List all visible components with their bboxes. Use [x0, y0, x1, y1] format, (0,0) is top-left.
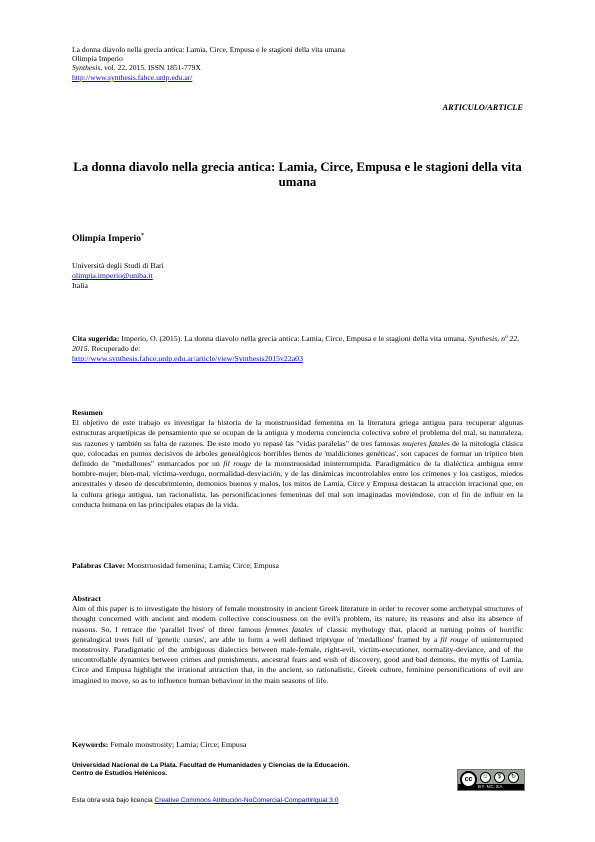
palabras-clave-label: Palabras Clave: — [72, 561, 126, 570]
abstract-em-2: fil rouge — [440, 634, 469, 644]
resumen-em-1: mujeres fatales — [402, 438, 450, 448]
citation-url-link[interactable]: http://www.synthesis.fahce.unlp.edu.ar/article/view/Synthesis2015v22a03 — [72, 354, 303, 364]
noncommercial-icon: $ — [494, 772, 505, 783]
citation-text: Imperio, O. (2015). La donna diavolo nella grecia antica: Lamia, Circe, Empusa e le stagioni della vita umana. — [119, 334, 469, 343]
university: Università degli Studi di Bari — [72, 261, 164, 270]
institution-line-2: Centro de Estudios Helénicos. — [72, 770, 168, 778]
abstract-text-1: Aim of this paper is to investigate the history of female monstrosity in ancient Greek literature in order to recover some archetypal structures of thought concerned with ancient and modern collective consciousness on the evil's problem, its nature, its reasons and also its absence of reasons. So, I retrace the 'parallel lives' of three famous — [72, 604, 523, 634]
affiliation-block — [72, 261, 164, 292]
running-header — [72, 45, 452, 82]
cc-license-text: BY NC SA — [478, 784, 503, 789]
article-title: La donna diavolo nella grecia antica: Lamia, Circe, Empusa e le stagioni della vita umana — [73, 160, 522, 189]
creative-commons-badge[interactable] — [457, 769, 525, 791]
country: Italia — [72, 281, 89, 291]
keywords-label: Keywords: — [72, 740, 109, 749]
resumen-body — [72, 418, 523, 510]
abstract-em-1: femmes fatales — [264, 624, 313, 634]
license-link[interactable]: Creative Commons Atribución-NoComercial-CompartirIgual 3.0 — [154, 797, 339, 804]
citation-label: Cita sugerida: — [72, 334, 120, 343]
header-journal-line — [72, 63, 452, 72]
abstract-heading: Abstract — [72, 594, 102, 603]
resumen-em-2: fil rouge — [223, 459, 252, 469]
sharealike-icon: ↻ — [508, 772, 519, 783]
resumen-text-2: de la mitología clásica que, colocadas en puntos decisivos de árboles genealógicos horribles llenos de 'maldiciones genéticas', son capaces de formar un tríptico bien definido de "medallones" enmarcados por un — [72, 438, 523, 469]
section-label: ARTICULO/ARTICLE — [442, 103, 523, 112]
header-journal-name: Synthesis — [72, 63, 101, 73]
palabras-clave-text: Monstruosidad femenina; Lamia; Circe; Empusa — [125, 561, 280, 570]
author-name: Olimpia Imperio — [72, 233, 142, 245]
license-prefix: Esta obra está bajo licencia — [72, 797, 155, 804]
abstract-text-3: of uninterrupted monstrosity. Paradigmatic of the ambiguous dialectics between male-female, right-evil, victim-executioner, normality-deviance, and of the uncontrollable dynamics between crimes and punishments, ancestral fears and wish of discovery, good and bad demons, the myths of Lamia, Circe and Empusa highlight the irrational attraction that, in the ancient, so rationalistic, Greek culture, feminine personifications of evil are imagined to move, so as to influence human behaviour in the main seasons of life. — [72, 634, 523, 685]
abstract-section — [72, 594, 523, 686]
citation-journal: Synthesis, nº 22, 2015 — [72, 334, 520, 354]
institution-footer — [72, 762, 349, 779]
attribution-icon: ☺ — [480, 772, 491, 783]
author-name-line — [72, 233, 144, 244]
institution-line-1: Universidad Nacional de La Plata. Facultad de Humanidades y Ciencias de la Educación. — [72, 762, 350, 769]
resumen-heading: Resumen — [72, 408, 103, 417]
header-journal-link[interactable]: http://www.synthesis.fahce.unlp.edu.ar/ — [72, 72, 193, 82]
license-line — [72, 797, 338, 804]
header-author: Olimpia Imperio — [72, 54, 123, 64]
author-email-link[interactable]: olimpia.imperio@uniba.it — [72, 271, 153, 281]
keywords-text: Female monstrosity; Lamia; Circe; Empusa — [108, 740, 247, 749]
resumen-text-1: El objetivo de este trabajo es investigar la historia de la monstruosidad femenina en la literatura griega antigua para recuperar algunas estructuras arquetípicas de pensamiento que se ocupan de la antigua y moderna conciencia colectiva sobre el problema del mal, su naturaleza, sus razones y también su falta de razones. De este modo yo repasé las "vidas paralelas" de tres famosas — [72, 418, 523, 448]
header-journal-details: , vol. 22, 2015. ISSN 1851-779X — [100, 63, 201, 73]
palabras-clave — [72, 561, 523, 571]
keywords — [72, 740, 523, 750]
abstract-body — [72, 604, 523, 686]
suggested-citation — [72, 334, 523, 365]
author-footnote-marker[interactable]: * — [141, 233, 145, 239]
resumen-section — [72, 408, 523, 510]
header-article-title: La donna diavolo nella grecia antica: Lamia, Circe, Empusa e le stagioni della vita umana — [72, 45, 345, 54]
cc-logo-icon: cc — [460, 771, 477, 788]
citation-retrieved: . Recuperado de: — [87, 344, 141, 354]
abstract-text-2: of classic mythology that, placed at turning points of horrific genealogical trees full of 'genetic curses', are able to form a well defined triptyque of 'medallions' framed by a — [72, 624, 523, 644]
resumen-text-3: de la monstruosidad ininterrumpida. Paradigmático de la dialéctica ambigua entre hombre-mujer, bien-mal, víctima-verdugo, normalidad-desviación, y de las dinámicas incontrolables entre los crímenes y los castigos, miedos ancestrales y deseo de descubrimiento, demonios buenos y malos, los mitos de Lamia, Circe y Empusa destacan la atracción irracional que, en la cultura griega antigua, tan racionalista, las personificaciones femeninas del mal son imaginadas moviéndose, con el fin de influir en la conducta humana en las principales etapas de la vida. — [72, 459, 523, 509]
